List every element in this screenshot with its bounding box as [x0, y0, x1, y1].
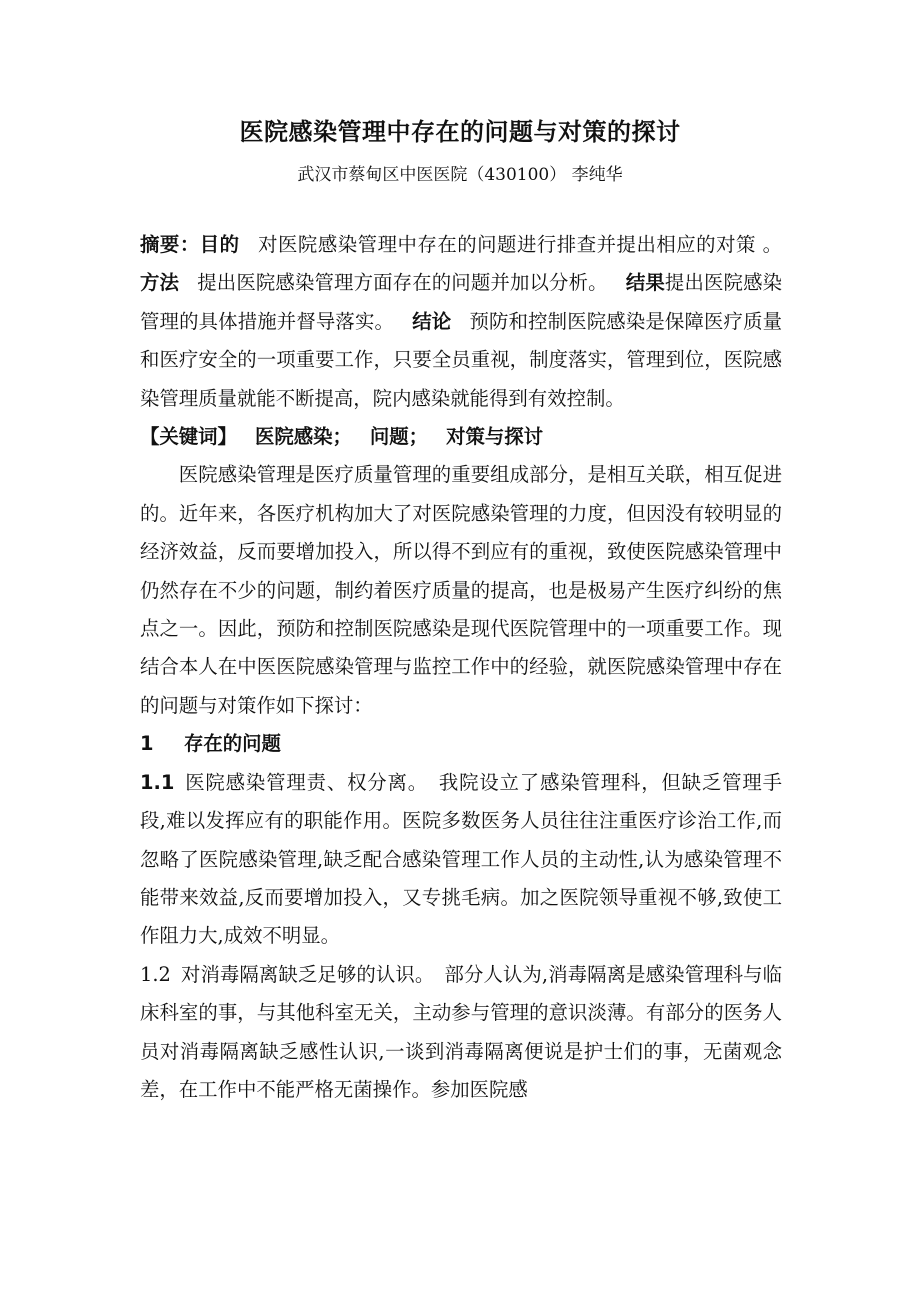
- document-body: [140, 226, 782, 1109]
- purpose-text: 对医院感染管理中存在的问题进行排查并提出相应的对策 。: [257, 233, 783, 256]
- keyword-item: 医院感染；: [254, 425, 352, 449]
- conclusion-label: 结论: [412, 309, 452, 333]
- abstract-label: 摘要：: [140, 233, 200, 256]
- keywords-label: 【关键词】: [140, 425, 237, 449]
- subsection-text: 部分人认为,消毒隔离是感染管理科与临床科室的事，与其他科室无关，主动参与管理的意识淡薄。有部分的医务人员对消毒隔离缺乏感性认识,一谈到消毒隔离便说是护士们的事，无菌观念差，在工作中不能严格无菌操作。参加医院感: [140, 962, 782, 1101]
- section-number: 1: [140, 732, 154, 756]
- subsection-title: 医院感染管理责、权分离。: [184, 770, 429, 794]
- subsection-paragraph: [140, 764, 782, 956]
- subsection-number: 1.1: [140, 770, 175, 794]
- intro-paragraph: 医院感染管理是医疗质量管理的重要组成部分，是相互关联，相互促进的。近年来，各医疗机构加大了对医院感染管理的力度，但因没有较明显的经济效益，反而要增加投入，所以得不到应有的重视，致使医院感染管理中仍然存在不少的问题，制约着医疗质量的提高，也是极易产生医疗纠纷的焦点之一。因此，预防和控制医院感染是现代医院管理中的一项重要工作。现结合本人在中医医院感染管理与监控工作中的经验，就医院感染管理中存在的问题与对策作如下探讨：: [140, 463, 782, 717]
- keyword-item: 问题；: [369, 425, 429, 449]
- result-text: 提出医院感染管理的具体措施并督导落实。: [140, 271, 783, 333]
- document-title: 医院感染管理中存在的问题与对策的探讨: [239, 118, 681, 146]
- subsection-number: 1.2: [140, 962, 171, 986]
- purpose-label: 目的: [199, 233, 240, 256]
- keyword-item: 对策与探讨: [446, 425, 544, 449]
- subsection-title: 对消毒隔离缺乏足够的认识。: [180, 962, 435, 986]
- result-label: 结果: [625, 271, 665, 295]
- subsection-paragraph: [140, 956, 782, 1110]
- method-label: 方法: [140, 271, 180, 295]
- abstract-paragraph: [140, 226, 782, 418]
- subsection-text: 我院设立了感染管理科，但缺乏管理手段,难以发挥应有的职能作用。医院多数医务人员往往注重医疗诊治工作,而忽略了医院感染管理,缺乏配合感染管理工作人员的主动性,认为感染管理不能带来效益,反而要增加投入，又专挑毛病。加之医院领导重视不够,致使工作阻力大,成效不明显。: [140, 770, 782, 948]
- method-text: 提出医院感染管理方面存在的问题并加以分析。: [197, 271, 608, 295]
- author-byline: 武汉市蔡甸区中医医院（430100） 李纯华: [297, 165, 623, 185]
- section-title: 存在的问题: [184, 732, 281, 756]
- section-heading: [140, 725, 782, 763]
- conclusion-text: 预防和控制医院感染是保障医疗质量和医疗安全的一项重要工作，只要全员重视，制度落实，管理到位，医院感染管理质量就能不断提高，院内感染就能得到有效控制。: [140, 309, 783, 410]
- keywords-line: [140, 418, 782, 456]
